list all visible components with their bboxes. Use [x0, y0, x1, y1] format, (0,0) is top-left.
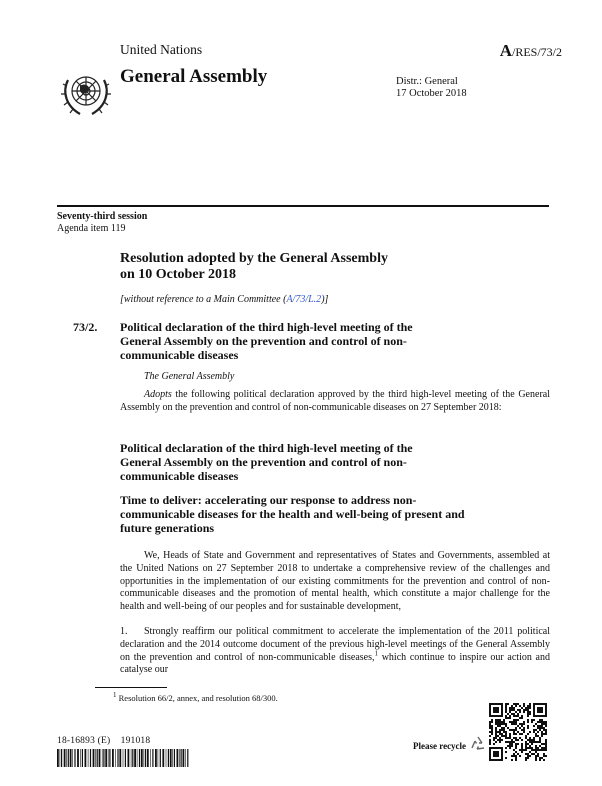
- distribution-info: [396, 76, 467, 100]
- header-divider: [57, 205, 549, 207]
- page-title: General Assembly: [120, 66, 268, 87]
- resolution-heading: Political declaration of the third high-level meeting of the General Assembly on the prevention and control of non-communicable diseases: [120, 320, 413, 362]
- reference-text: [without reference to a Main Committee (: [120, 294, 287, 305]
- resolution-number: 73/2.: [73, 320, 98, 334]
- para1-text-cont: which continue to inspire our action and catalyse our: [120, 651, 550, 676]
- footnote: [113, 693, 278, 703]
- operative-paragraph-1: [120, 626, 550, 677]
- symbol-rest: /RES/73/2: [511, 45, 562, 59]
- resolution-title-line1: Resolution adopted by the General Assembly: [120, 251, 388, 266]
- symbol-prefix: A: [499, 41, 512, 60]
- para1-text: Strongly reaffirm our political commitment to accelerate the implementation of the 2011 political declaration and the 2014 outcome document of the previous high-level meetings of the General Assembly on the prevention and control of non-communicable diseases,: [120, 626, 550, 663]
- agenda-item: Agenda item 119: [57, 223, 126, 234]
- declaration-title: Political declaration of the third high-level meeting of the General Assembly on the prevention and control of non-communicable diseases: [120, 441, 413, 483]
- un-emblem-icon: [58, 64, 114, 120]
- preamble-paragraph: We, Heads of State and Government and representatives of States and Governments, assembled at the United Nations on 27 September 2018 to undertake a comprehensive review of the challenges and opportunities in the implementation of our existing commitments for the prevention and control of non-communicable diseases and the promotion of mental health, which constitute a major challenge for the health and well-being of our peoples and for sustainable development,: [120, 550, 550, 613]
- resolution-title-line2: on 10 October 2018: [120, 267, 237, 282]
- declaration-subtitle: Time to deliver: accelerating our response to address non-communicable diseases for the health and well-being of present and future generations: [120, 493, 465, 535]
- committee-reference: [120, 294, 328, 305]
- resolution-title: [120, 251, 450, 283]
- adopts-paragraph: [120, 389, 550, 415]
- recycle-icon: [468, 734, 488, 754]
- document-number: 18-16893 (E) 191018: [57, 736, 151, 746]
- footnote-mark: 1: [113, 691, 117, 700]
- qr-code-icon: [489, 703, 547, 761]
- footnote-text: Resolution 66/2, annex, and resolution 68/300.: [118, 693, 278, 703]
- adopts-text: the following political declaration approved by the third high-level meeting of the General Assembly on the prevention and control of non-communicable diseases on 27 September 2018:: [120, 389, 550, 413]
- barcode-icon: [57, 749, 189, 767]
- session-info: [57, 211, 147, 235]
- session-name: Seventy-third session: [57, 211, 148, 222]
- footnote-divider: [95, 687, 167, 688]
- reference-close: )]: [321, 294, 329, 305]
- document-symbol: [500, 41, 562, 61]
- footnote-reference[interactable]: 1: [374, 649, 378, 658]
- distribution-label: Distr.: General: [396, 76, 458, 87]
- recycle-label: Please recycle: [413, 741, 467, 751]
- organization-name: United Nations: [120, 42, 203, 57]
- adopts-verb: Adopts: [144, 389, 172, 400]
- reference-link[interactable]: A/73/L.2: [286, 294, 322, 305]
- para1-number: 1.: [120, 626, 128, 637]
- issue-date: 17 October 2018: [396, 88, 467, 99]
- actor-line: The General Assembly: [144, 371, 235, 382]
